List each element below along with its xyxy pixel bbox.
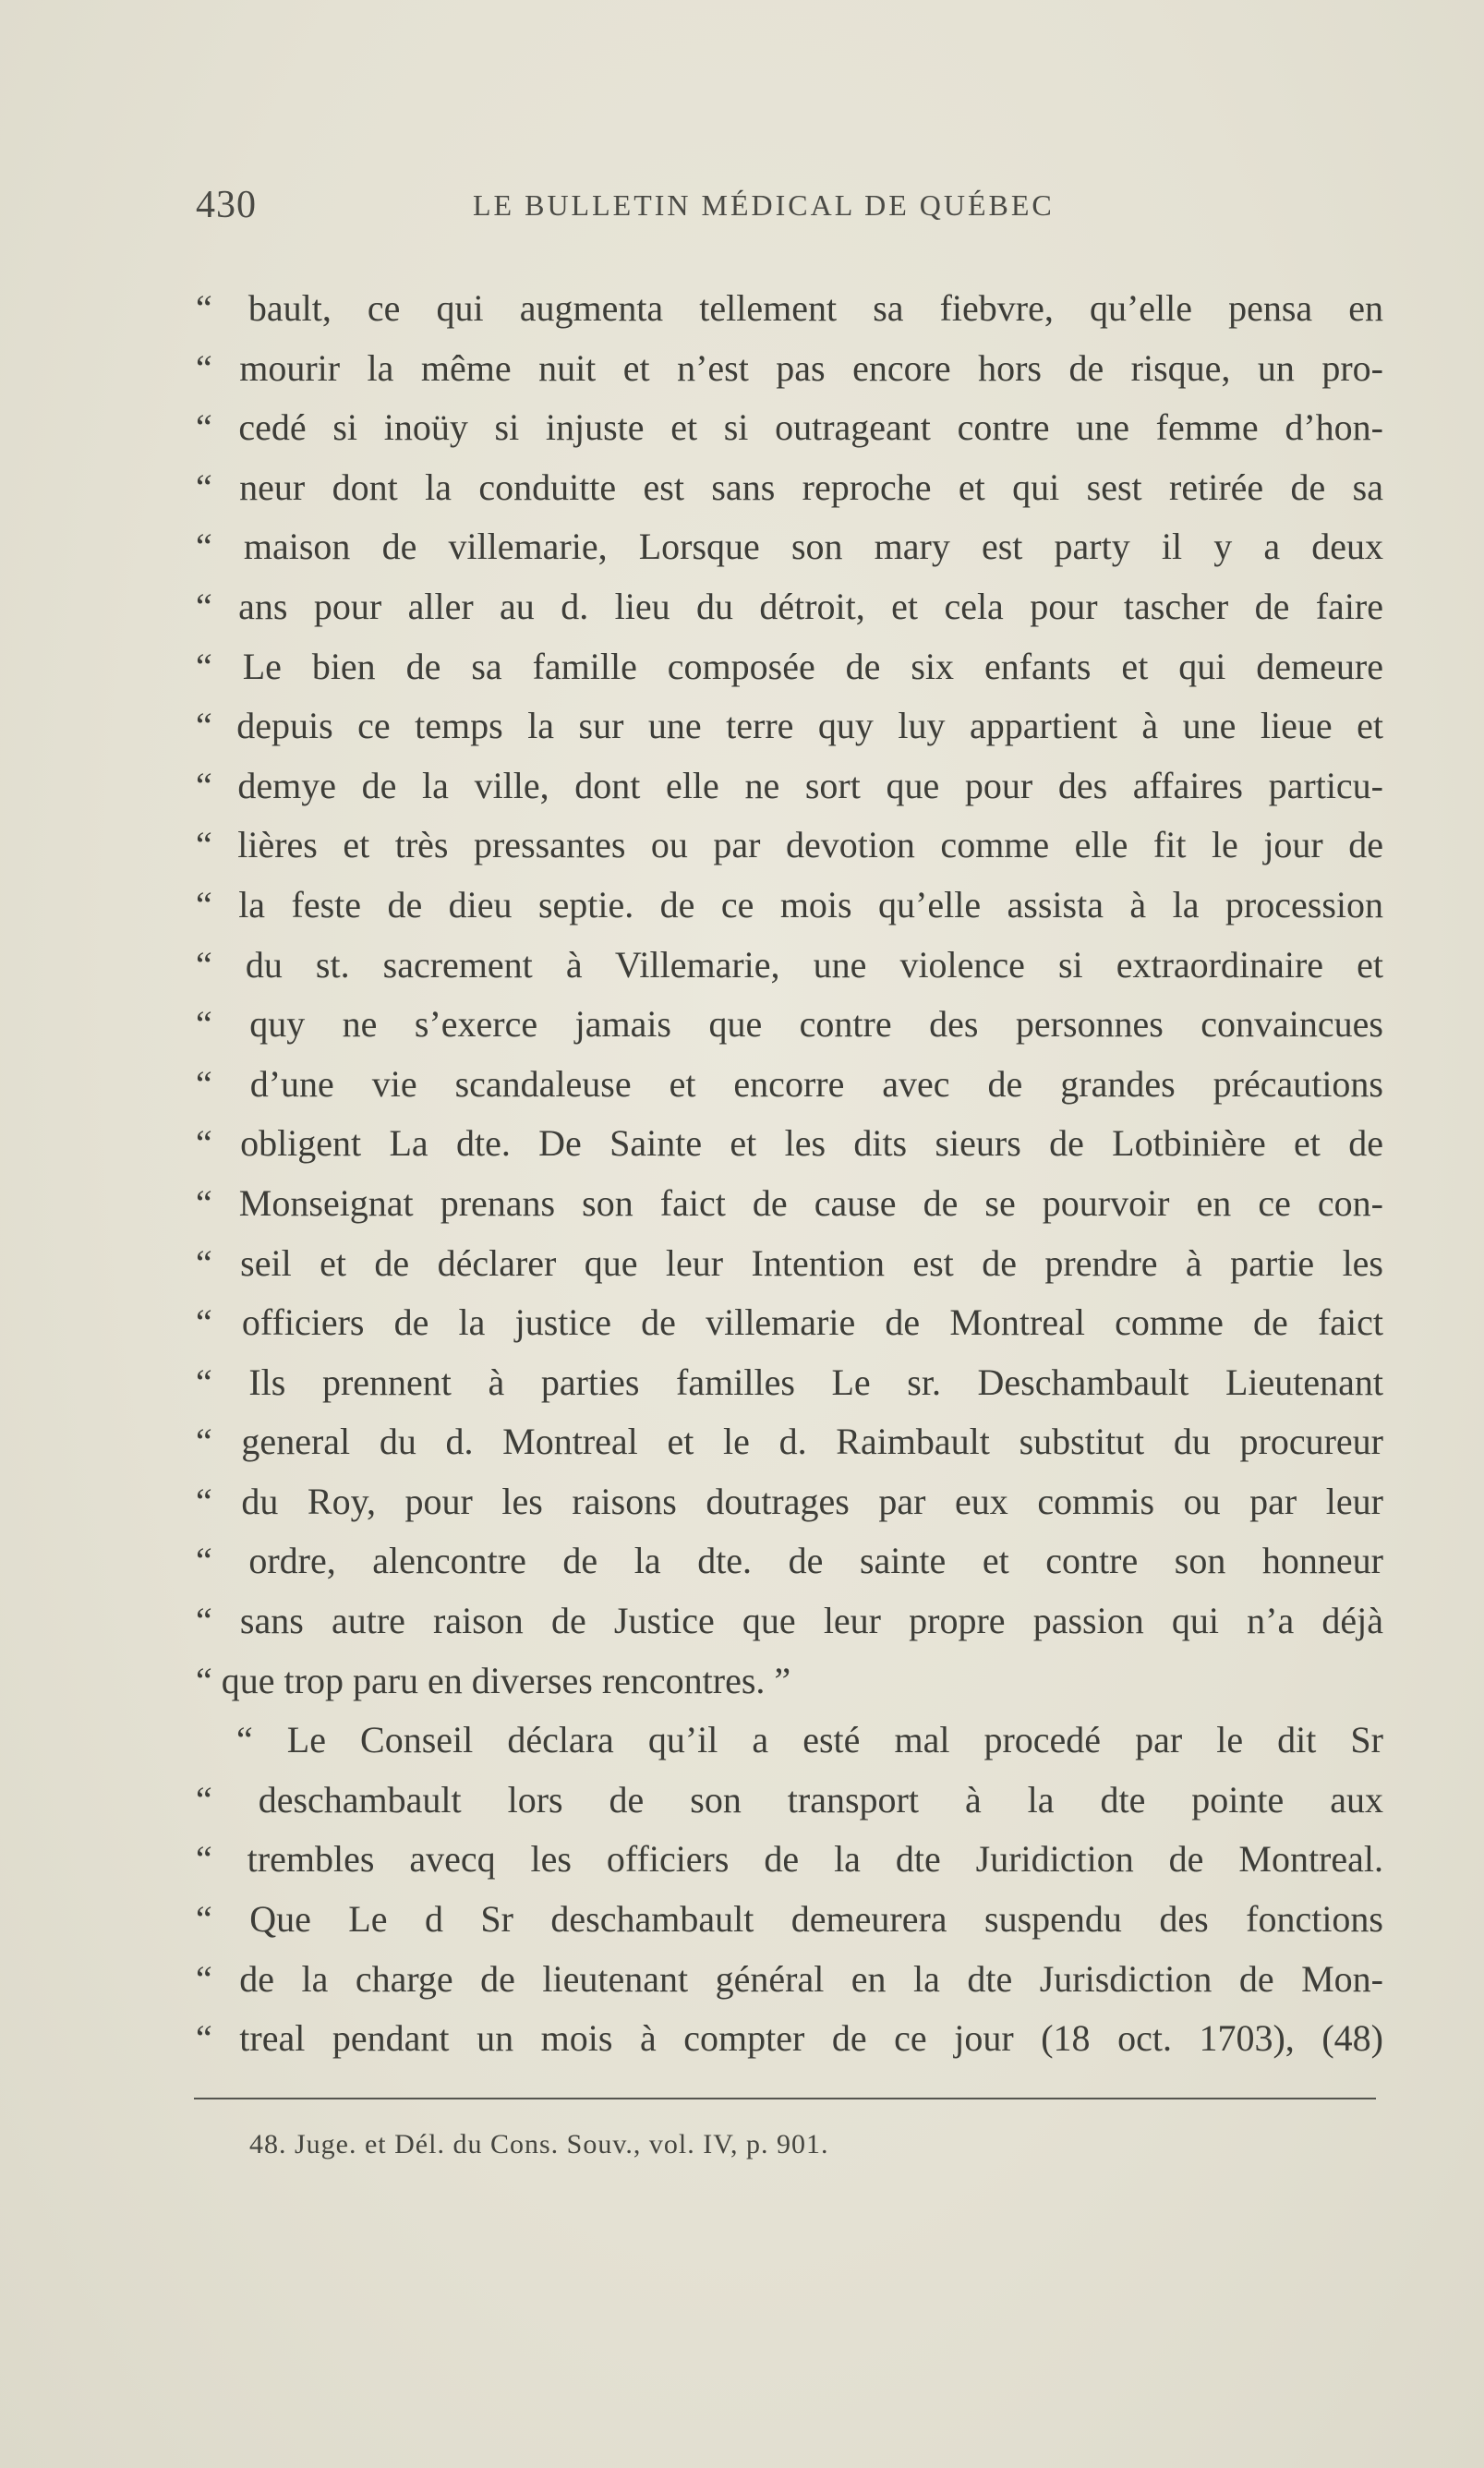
text-line: “ quy ne s’exerce jamais que contre des personnes convaincues: [196, 1003, 1383, 1046]
text-line: “ demye de la ville, dont elle ne sort que pour des affaires particu-: [196, 764, 1383, 806]
text-line: “ cedé si inoüy si injuste et si outrageant contre une femme d’hon-: [196, 406, 1383, 449]
text-line: “ seil et de déclarer que leur Intention est de prendre à partie les: [196, 1241, 1383, 1284]
text-line: “ que trop paru en diverses rencontres. ”: [196, 1659, 791, 1701]
text-line: “ obligent La dte. De Sainte et les dits sieurs de Lotbinière et de: [196, 1122, 1383, 1165]
text-line: “ lières et très pressantes ou par devotion comme elle fit le jour de: [196, 824, 1383, 866]
text-line: “ depuis ce temps la sur une terre quy luy appartient à une lieue et: [196, 705, 1383, 747]
text-line: “ treal pendant un mois à compter de ce jour (18 oct. 1703), (48): [196, 2017, 1383, 2060]
text-line: “ de la charge de lieutenant général en la dte Jurisdiction de Mon-: [196, 1957, 1383, 2000]
text-line: “ ordre, alencontre de la dte. de sainte et contre son honneur: [196, 1540, 1383, 1582]
page-number: 430: [196, 184, 257, 226]
text-line: “ deschambault lors de son transport à la dte pointe aux: [196, 1778, 1383, 1821]
body-text: [196, 279, 1383, 2069]
page-header: [196, 183, 1378, 229]
footnote-rule: [194, 2098, 1376, 2099]
text-line: “ sans autre raison de Justice que leur propre passion qui n’a déjà: [196, 1600, 1383, 1642]
footnote: 48. Juge. et Dél. du Cons. Souv., vol. IV, p. 901.: [249, 2129, 829, 2160]
text-line: “ maison de villemarie, Lorsque son mary est party il y a deux: [196, 526, 1383, 568]
text-line: “ general du d. Montreal et le d. Raimbault substitut du procureur: [196, 1421, 1383, 1463]
text-line: “ ans pour aller au d. lieu du détroit, et cela pour tascher de faire: [196, 585, 1383, 627]
text-line: “ du st. sacrement à Villemarie, une violence si extraordinaire et: [196, 943, 1383, 986]
text-line: “ Monseignat prenans son faict de cause de se pourvoir en ce con-: [196, 1181, 1383, 1224]
text-line: “ Le bien de sa famille composée de six enfants et qui demeure: [196, 645, 1383, 687]
text-line: “ officiers de la justice de villemarie de Montreal comme de faict: [196, 1301, 1383, 1344]
text-line: “ la feste de dieu septie. de ce mois qu’elle assista à la procession: [196, 883, 1383, 926]
text-line: “ bault, ce qui augmenta tellement sa fiebvre, qu’elle pensa en: [196, 287, 1383, 329]
text-line: “ du Roy, pour les raisons doutrages par eux commis ou par leur: [196, 1480, 1383, 1522]
text-line: “ Le Conseil déclara qu’il a esté mal procedé par le dit Sr: [236, 1719, 1383, 1761]
text-line: “ neur dont la conduitte est sans reproche et qui sest retirée de sa: [196, 466, 1383, 508]
text-line: “ mourir la même nuit et n’est pas encore hors de risque, un pro-: [196, 346, 1383, 389]
text-line: “ Ils prennent à parties familles Le sr. Deschambault Lieutenant: [196, 1361, 1383, 1403]
text-line: “ Que Le d Sr deschambault demeurera suspendu des fonctions: [196, 1898, 1383, 1941]
running-title: LE BULLETIN MÉDICAL DE QUÉBEC: [473, 188, 1055, 222]
text-line: “ trembles avecq les officiers de la dte Juridiction de Montreal.: [196, 1838, 1383, 1881]
text-line: “ d’une vie scandaleuse et encorre avec de grandes précautions: [196, 1062, 1383, 1105]
